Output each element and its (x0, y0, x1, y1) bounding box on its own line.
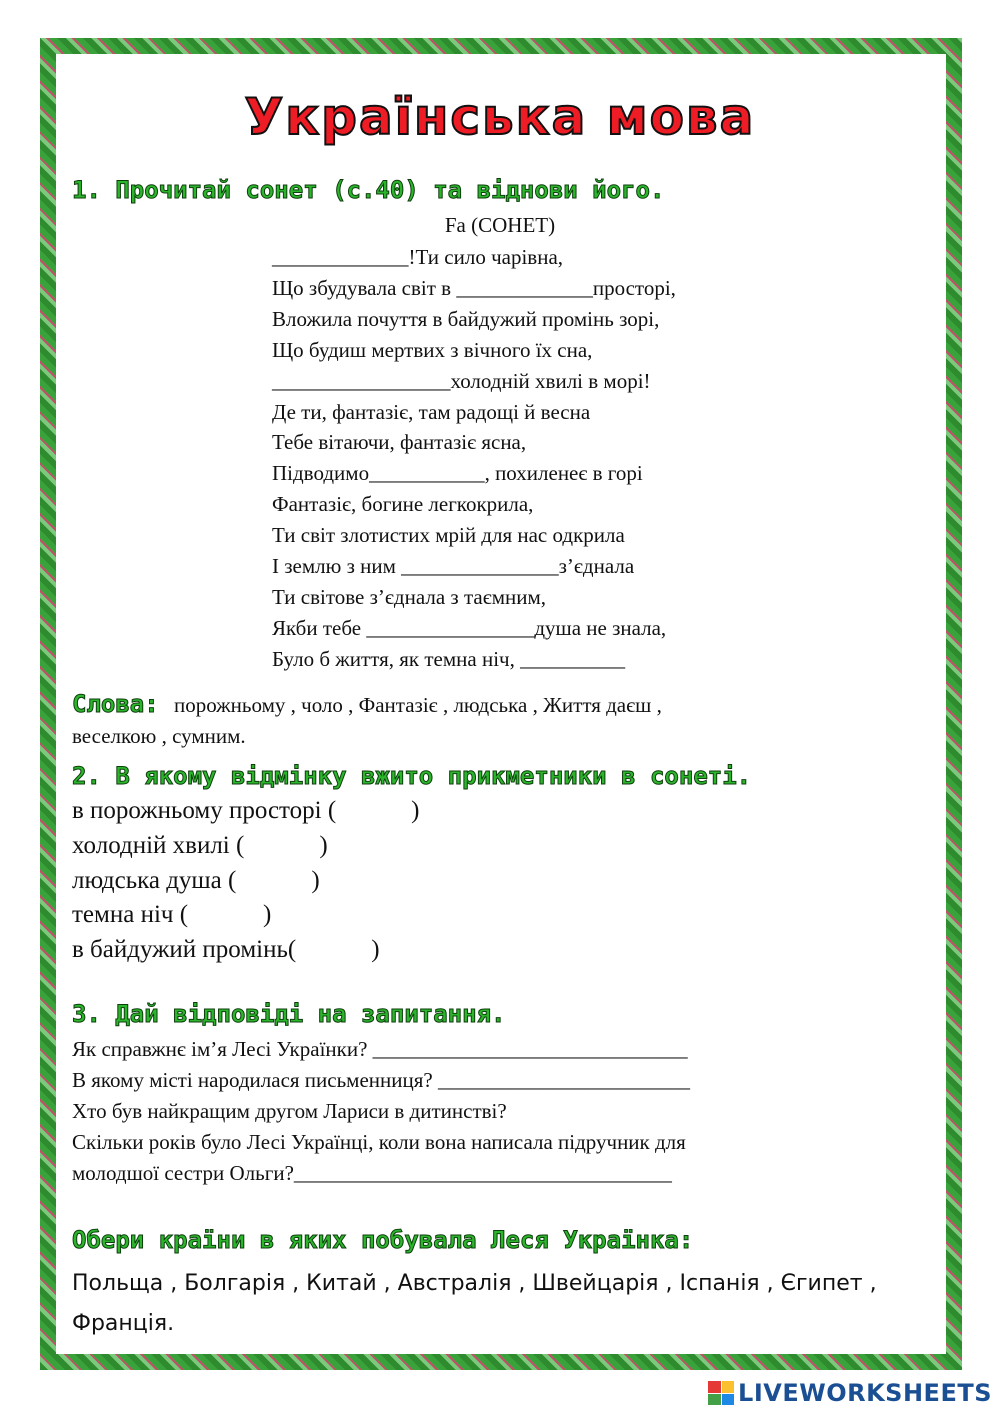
case-item[interactable]: темна ніч ( ) (72, 901, 272, 929)
word-bank-list: порожньому , чоло , Фантазіє , людська , Життя даєш , (173, 693, 662, 717)
question-line: Хто був найкращим другом Лариси в дитинстві? (72, 1099, 507, 1123)
question-list (72, 1034, 690, 1189)
task-1-heading: 1. Прочитай сонет (с.40) та віднови його. (72, 176, 665, 204)
question-line[interactable]: Як справжнє ім’я Лесі Українки? ______________________________ (72, 1037, 688, 1061)
poem-line: Фантазіє, богине легкокрила, (272, 492, 534, 517)
sonnet-text (272, 242, 676, 675)
word-bank (72, 690, 662, 718)
poem-line: Тебе вітаючи, фантазіє ясна, (272, 430, 527, 455)
case-list (72, 794, 420, 968)
word-bank-label: Слова: (72, 690, 159, 718)
poem-line[interactable]: І землю з ним _______________з’єднала (272, 554, 635, 579)
poem-line[interactable]: _________________холодній хвилі в морі! (272, 368, 651, 393)
task-2-heading: 2. В якому відмінку вжито прикметники в сонеті. (72, 762, 752, 790)
task-3-heading: 3. Дай відповіді на запитання. (72, 1000, 506, 1028)
word-bank-list-cont: веселкою , сумним. (72, 724, 246, 748)
poem-line: Що будиш мертвих з вічного їх сна, (272, 337, 593, 362)
poem-line[interactable]: Було б життя, як темна ніч, __________ (272, 646, 626, 671)
sonnet-title: Fa (СОНЕТ) (444, 213, 556, 237)
brand-name: LIVEWORKSHEETS (738, 1379, 992, 1407)
page-title: Українська мова (244, 88, 756, 146)
case-item[interactable]: в байдужий промінь( ) (72, 936, 380, 964)
liveworksheets-icon (708, 1381, 734, 1405)
poem-line[interactable]: Підводимо___________, похиленеє в горі (272, 461, 643, 486)
country-list[interactable]: Польща , Болгарія , Китай , Австралія , Швейцарія , Іспанія , Єгипет , Франція. (72, 1271, 877, 1336)
case-item[interactable]: в порожньому просторі ( ) (72, 797, 420, 824)
case-item[interactable]: людська душа ( ) (72, 866, 320, 894)
poem-line: Вложила почуття в байдужий промінь зорі, (272, 306, 660, 331)
poem-line[interactable]: Якби тебе ________________душа не знала, (272, 615, 667, 640)
poem-line: Ти світове з’єднала з таємним, (272, 584, 547, 609)
poem-line[interactable]: _____________!Ти сило чарівна, (272, 245, 564, 269)
question-line[interactable]: молодшої сестри Ольги?____________________________________ (72, 1161, 672, 1185)
poem-line: Ти світ злотистих мрій для нас одкрила (272, 523, 625, 548)
liveworksheets-logo (708, 1379, 992, 1407)
question-line[interactable]: В якому місті народилася письменниця? ________________________ (72, 1068, 690, 1092)
poem-line[interactable]: Що збудувала світ в _____________просторі, (272, 275, 676, 300)
question-line: Скільки років було Лесі Українці, коли вона написала підручник для (72, 1130, 686, 1154)
poem-line: Де ти, фантазіє, там радощі й весна (272, 399, 591, 424)
task-4-heading: Обери країни в яких побувала Леся Українка: (72, 1226, 694, 1254)
case-item[interactable]: холодній хвилі ( ) (72, 831, 328, 859)
